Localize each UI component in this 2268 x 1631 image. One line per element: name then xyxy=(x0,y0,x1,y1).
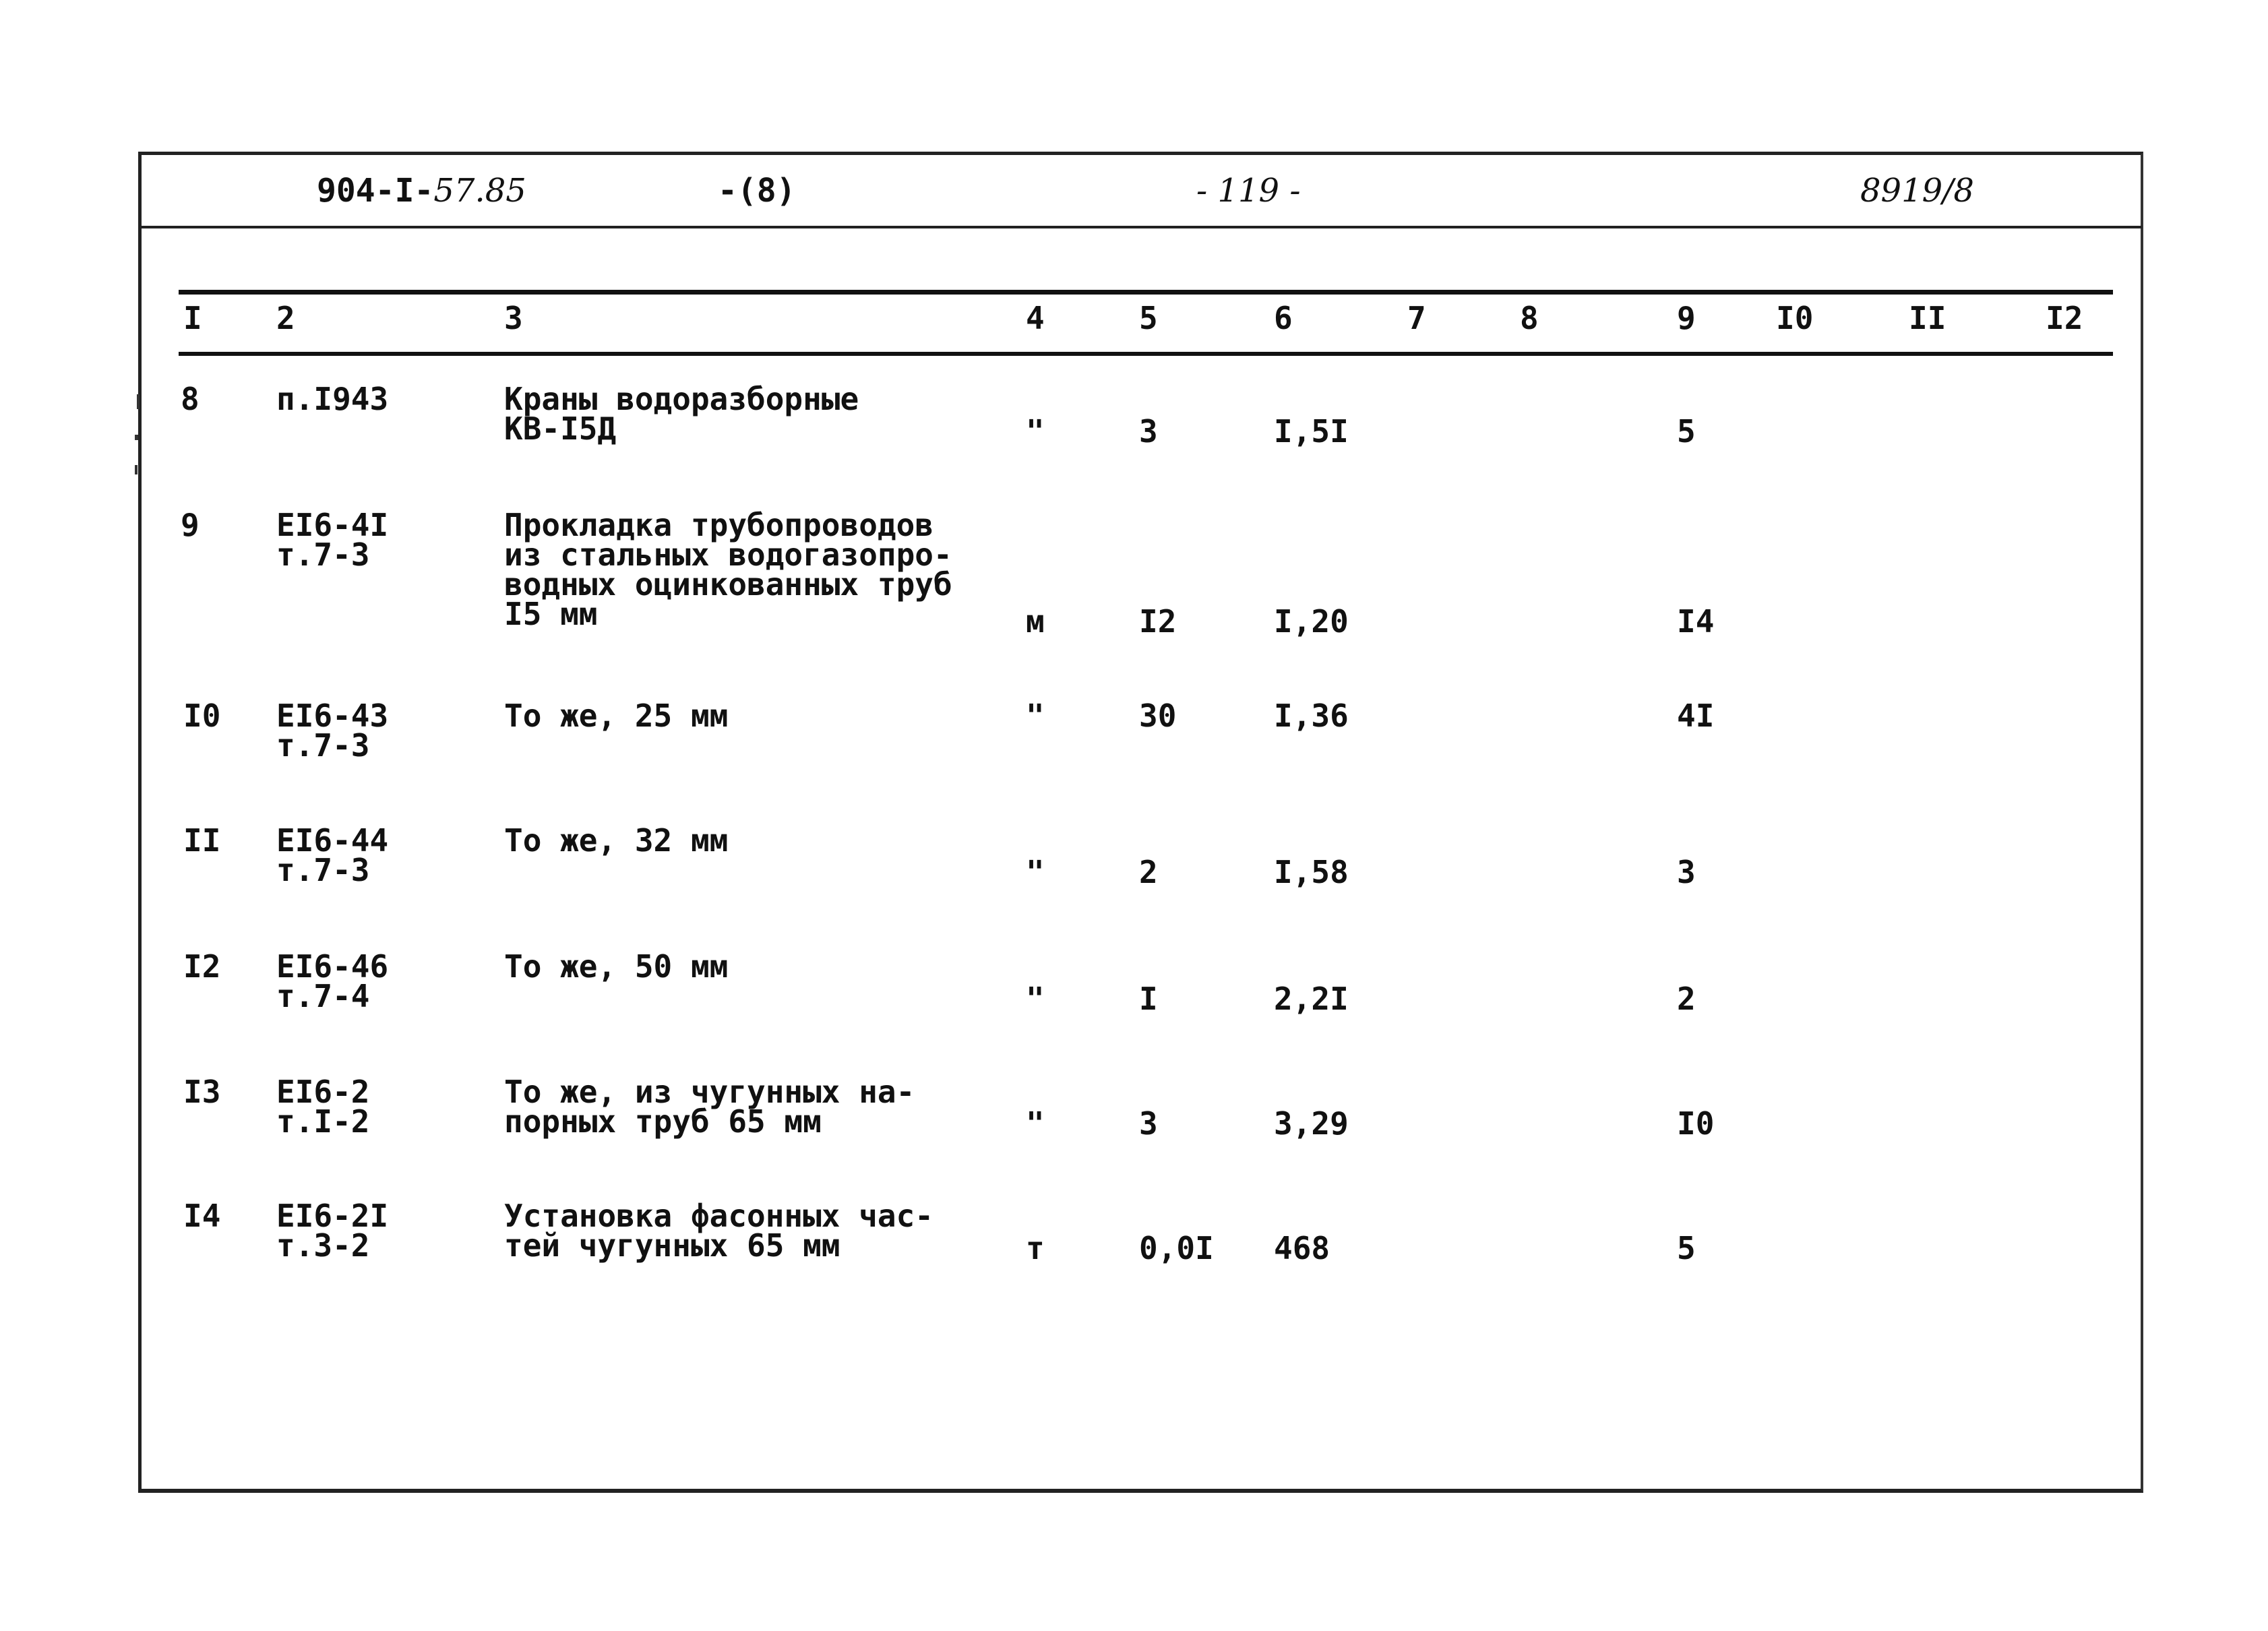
row-col9: 2 xyxy=(1677,981,1696,1017)
row-quantity: 3 xyxy=(1139,413,1158,450)
row-col9: 5 xyxy=(1677,1230,1696,1266)
row-col6: I,36 xyxy=(1274,698,1349,734)
row-col6: 2,2I xyxy=(1274,981,1349,1017)
row-description: Прокладка трубопроводов из стальных водогазопро- водных оцинкованных труб I5 мм xyxy=(504,507,952,632)
row-number: I0 xyxy=(183,698,221,734)
row-quantity: I2 xyxy=(1139,603,1177,640)
row-unit: " xyxy=(1026,698,1045,734)
row-col9: I0 xyxy=(1677,1105,1715,1142)
document-code-handwritten: 57.85 xyxy=(433,172,526,210)
row-number: II xyxy=(183,822,221,859)
row-quantity: 30 xyxy=(1139,698,1177,734)
row-code: EI6-4I т.7-3 xyxy=(276,507,389,573)
table-top-rule xyxy=(179,290,2113,295)
row-quantity: I xyxy=(1139,981,1158,1017)
margin-mark xyxy=(137,394,140,409)
column-number: 8 xyxy=(1520,300,1539,336)
row-code: EI6-43 т.7-3 xyxy=(276,698,389,764)
document-code xyxy=(317,172,526,210)
row-unit: " xyxy=(1026,1105,1045,1142)
row-col9: 4I xyxy=(1677,698,1715,734)
row-description: То же, 25 мм xyxy=(504,698,729,734)
column-number: 9 xyxy=(1677,300,1696,336)
margin-mark xyxy=(135,435,138,440)
row-description: То же, из чугунных на- порных труб 65 мм xyxy=(504,1074,915,1140)
row-col9: I4 xyxy=(1677,603,1715,640)
row-code: п.I943 xyxy=(276,381,389,417)
row-number: I2 xyxy=(183,948,221,985)
column-number: II xyxy=(1909,300,1947,336)
row-unit: " xyxy=(1026,413,1045,450)
row-code: EI6-44 т.7-3 xyxy=(276,822,389,888)
row-col6: I,5I xyxy=(1274,413,1349,450)
row-code: EI6-2I т.3-2 xyxy=(276,1198,389,1264)
column-number: 6 xyxy=(1274,300,1293,336)
row-description: То же, 32 мм xyxy=(504,822,729,859)
part-number: -(8) xyxy=(718,172,796,210)
row-unit: " xyxy=(1026,981,1045,1017)
column-number: I xyxy=(183,300,202,336)
column-number: 4 xyxy=(1026,300,1045,336)
row-code: EI6-2 т.I-2 xyxy=(276,1074,370,1140)
column-number: 5 xyxy=(1139,300,1158,336)
margin-mark xyxy=(135,465,137,474)
row-description: То же, 50 мм xyxy=(504,948,729,985)
column-number: 7 xyxy=(1407,300,1426,336)
document-code-printed: 904-I- xyxy=(317,172,434,210)
column-number: I0 xyxy=(1776,300,1814,336)
row-quantity: 0,0I xyxy=(1139,1230,1214,1266)
row-description: Краны водоразборные КВ-I5Д xyxy=(504,381,859,447)
header-divider xyxy=(142,226,2142,228)
row-col6: I,58 xyxy=(1274,854,1349,890)
sheet-number: 8919/8 xyxy=(1860,172,1974,210)
row-number: 9 xyxy=(181,507,200,543)
row-number: I4 xyxy=(183,1198,221,1234)
row-col9: 3 xyxy=(1677,854,1696,890)
row-number: 8 xyxy=(181,381,200,417)
row-col6: 3,29 xyxy=(1274,1105,1349,1142)
row-unit: т xyxy=(1026,1230,1045,1266)
row-unit: м xyxy=(1026,603,1045,640)
row-unit: " xyxy=(1026,854,1045,890)
row-col6: I,20 xyxy=(1274,603,1349,640)
column-number: 3 xyxy=(504,300,523,336)
row-quantity: 3 xyxy=(1139,1105,1158,1142)
row-code: EI6-46 т.7-4 xyxy=(276,948,389,1014)
column-number: 2 xyxy=(276,300,295,336)
row-quantity: 2 xyxy=(1139,854,1158,890)
page-number: - 119 - xyxy=(1196,172,1301,210)
table-header-rule xyxy=(179,352,2113,356)
column-number: I2 xyxy=(2046,300,2083,336)
row-description: Установка фасонных час- тей чугунных 65 мм xyxy=(504,1198,933,1264)
row-number: I3 xyxy=(183,1074,221,1110)
row-col6: 468 xyxy=(1274,1230,1330,1266)
row-col9: 5 xyxy=(1677,413,1696,450)
